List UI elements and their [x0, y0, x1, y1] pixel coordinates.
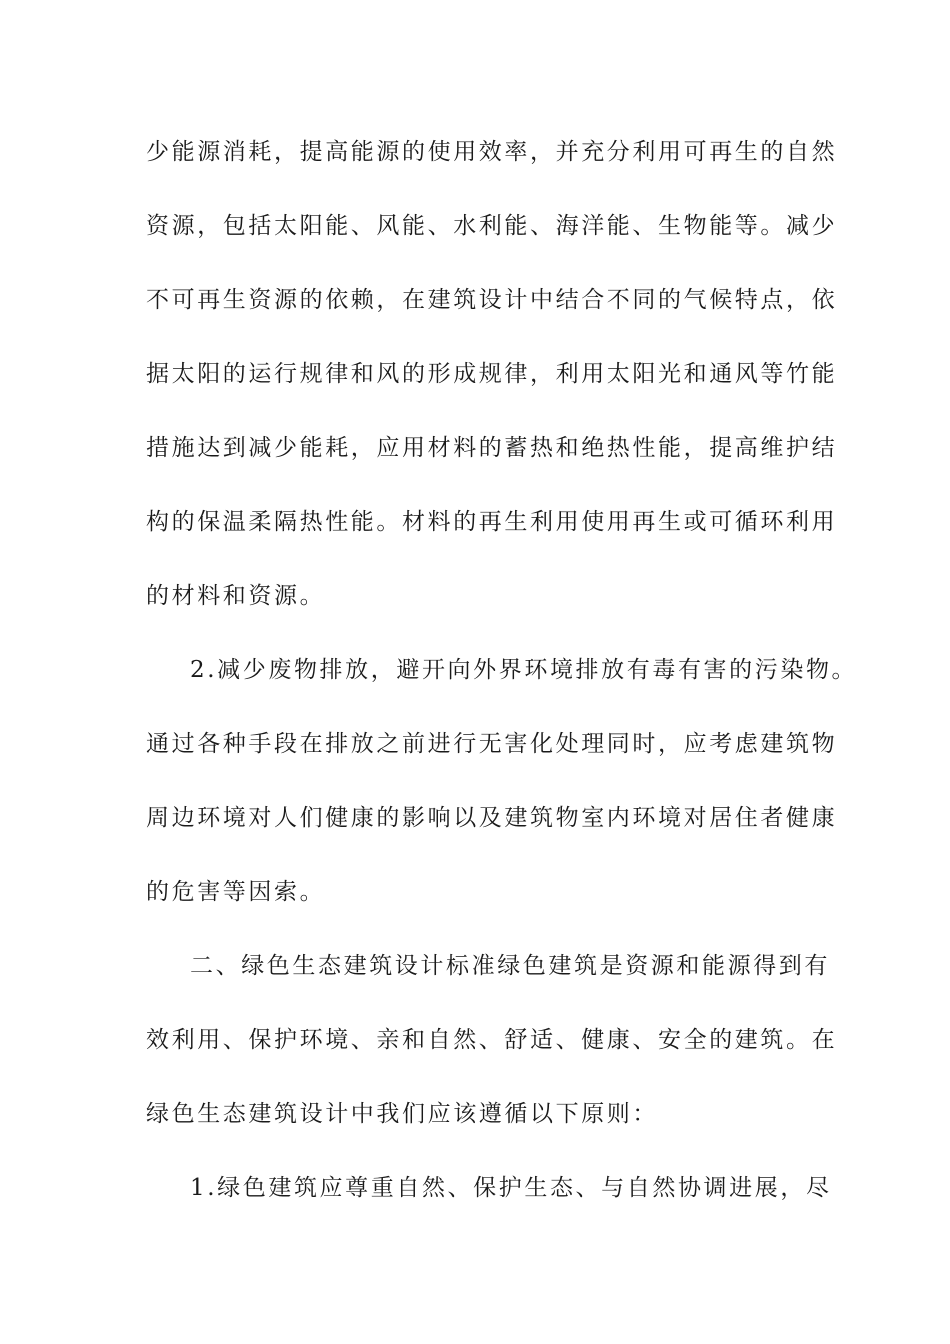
text-line: 资源，包括太阳能、风能、水利能、海洋能、生物能等。减少: [146, 213, 838, 239]
text-line: 效利用、保护环境、亲和自然、舒适、健康、安全的建筑。在: [146, 1027, 838, 1053]
text-line: 措施达到减少能耗，应用材料的蓄热和绝热性能，提高维护结: [146, 435, 838, 461]
text-line: 的材料和资源。: [146, 583, 326, 609]
text-line: 不可再生资源的依赖，在建筑设计中结合不同的气候特点，依: [146, 287, 838, 313]
numbered-paragraph-start: 2.减少废物排放，避开向外界环境排放有毒有害的污染物。: [190, 657, 858, 683]
text-line: 的危害等因索。: [146, 879, 326, 905]
section-heading-line: 二、绿色生态建筑设计标准绿色建筑是资源和能源得到有: [190, 953, 830, 979]
text-line: 周边环境对人们健康的影响以及建筑物室内环境对居住者健康: [146, 805, 838, 831]
text-line: 通过各种手段在排放之前进行无害化处理同时，应考虑建筑物: [146, 731, 838, 757]
text-line: 绿色生态建筑设计中我们应该遵循以下原则：: [146, 1101, 658, 1127]
text-line: 据太阳的运行规律和风的形成规律，利用太阳光和通风等竹能: [146, 361, 838, 387]
text-line: 少能源消耗，提高能源的使用效率，并充分利用可再生的自然: [146, 139, 838, 165]
text-line: 构的保温柔隔热性能。材料的再生利用使用再生或可循环利用: [146, 509, 838, 535]
numbered-paragraph-start: 1.绿色建筑应尊重自然、保护生态、与自然协调进展，尽: [190, 1175, 832, 1201]
